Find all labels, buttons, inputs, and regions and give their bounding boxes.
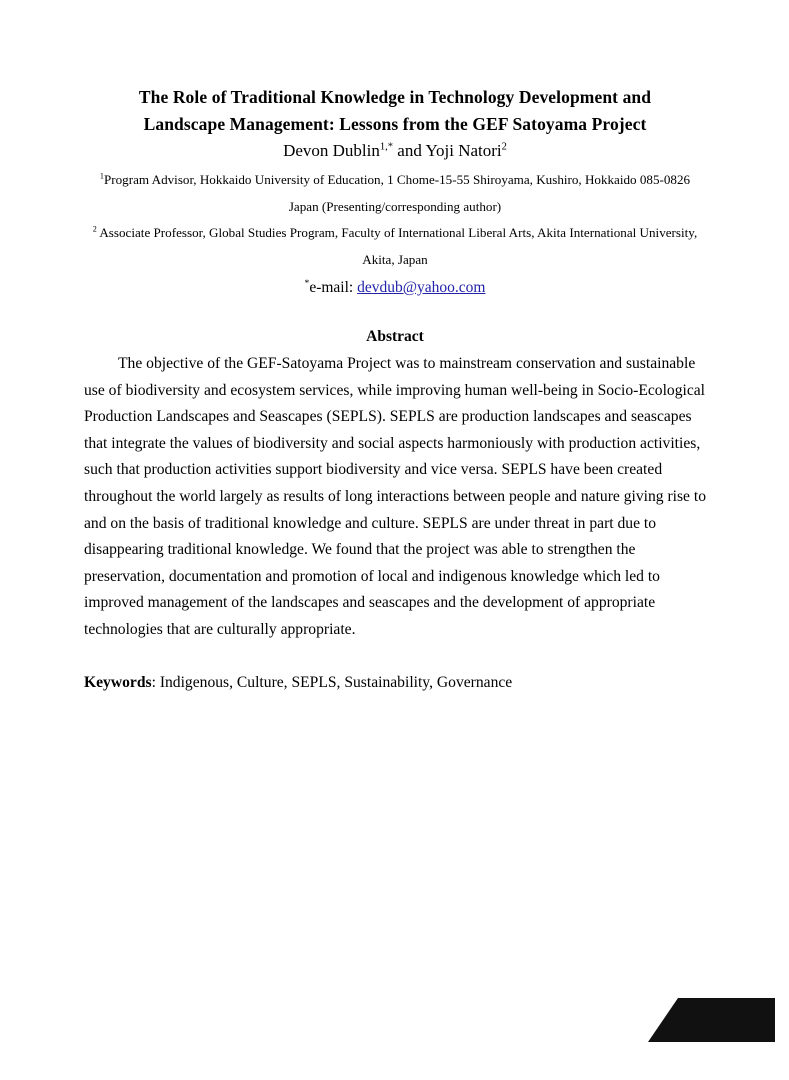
email-label: e-mail:	[309, 279, 358, 296]
page-number: 23	[740, 533, 755, 547]
author-1-superscript: 1,*	[379, 141, 394, 153]
email-marker: *	[304, 277, 310, 289]
page-number-banner	[648, 998, 775, 1042]
affiliation-1-text: Program Advisor, Hokkaido University of Education, 1 Chome-15-55 Shiroyama, Kushiro, Hokkaido 085-0826 Japan (Presenting/corresponding author)	[103, 172, 691, 214]
page-title	[84, 0, 706, 137]
author-2-superscript: 2	[501, 141, 507, 153]
affiliation-2-marker: 2	[92, 224, 97, 234]
affiliation-1	[84, 167, 706, 220]
title-line-1: The Role of Traditional Knowledge in Technology Development and	[138, 87, 652, 107]
keywords-label: Keywords	[84, 673, 152, 691]
keywords-line	[84, 670, 706, 696]
page-content	[84, 0, 706, 711]
affiliation-1-marker: 1	[99, 171, 104, 181]
affiliation-2-text: Associate Professor, Global Studies Program, Faculty of International Liberal Arts, Akita International University, Akita, Japan	[96, 225, 698, 267]
author-2-name: Yoji Natori	[425, 141, 502, 160]
author-1-name: Devon Dublin	[283, 141, 380, 160]
keywords-separator: :	[151, 673, 160, 691]
abstract-heading: Abstract	[366, 328, 424, 345]
corresponding-email-line	[84, 275, 706, 301]
email-link[interactable]: devdub@yahoo.com	[357, 279, 486, 296]
author-conjunction: and	[393, 141, 426, 160]
affiliation-2	[84, 220, 706, 273]
title-line-2: Landscape Management: Lessons from the GEF Satoyama Project	[143, 113, 647, 134]
author-list	[84, 139, 706, 163]
abstract-text: The objective of the GEF-Satoyama Project was to mainstream conservation and sustainable use of biodiversity and ecosystem services, while improving human well-being in Socio-Ecological Production Landscapes and Seascapes (SEPLS). SEPLS are production landscapes and seascapes that integrate the values of biodiversity and social aspects harmoniously with production activities, such that production activities support biodiversity and vice versa. SEPLS have been created throughout the world largely as results of long interactions between people and nature giving rise to and on the basis of traditional knowledge and culture. SEPLS are under threat in part due to disappearing traditional knowledge. We found that the project was able to strengthen the preservation, documentation and promotion of local and indigenous knowledge which led to improved management of the landscapes and seascapes and the development of appropriate technologies that are culturally appropriate.	[84, 355, 707, 638]
keywords-value: Indigenous, Culture, SEPLS, Sustainability, Governance	[159, 673, 513, 691]
